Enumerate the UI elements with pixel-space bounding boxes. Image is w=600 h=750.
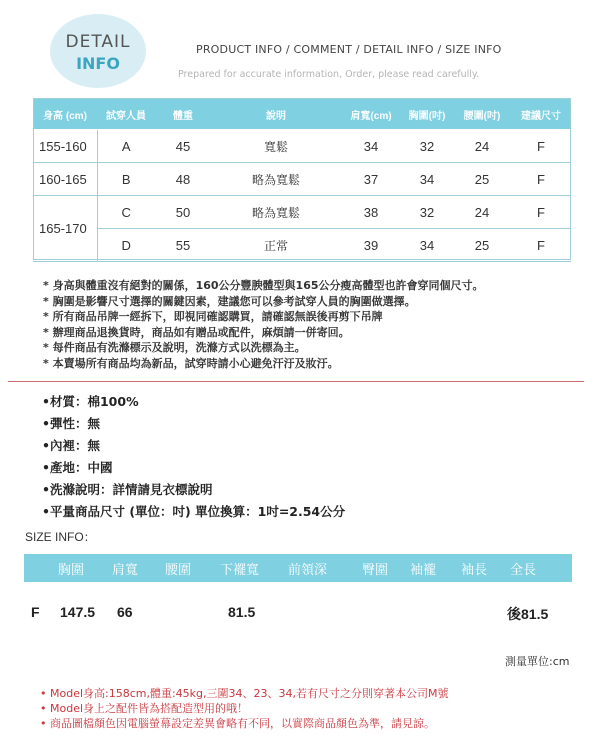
detail-info-badge [50,14,146,88]
note-line: * 每件商品有洗滌標示及說明，洗滌方式以洗標為主。 [43,341,306,354]
col-shoulder: 肩寬(cm) [341,99,401,130]
note-line: * 辦理商品退換貨時，商品如有贈品或配件，麻煩請一併寄回。 [43,325,350,339]
cell-size: F [511,196,571,229]
cell-range: 155-160 [33,130,97,163]
cell-waist: 24 [453,196,511,229]
size-col-hip: 臀圍 [362,563,389,578]
section-divider [8,381,584,382]
cell-waist: 24 [453,130,511,163]
size-info-label: SIZE INFO： [25,530,96,544]
cell-weight: 55 [155,229,211,262]
col-model: 試穿人員 [97,99,155,130]
size-row-size: F [31,604,40,620]
cell-chest: 34 [401,163,453,196]
col-desc: 說明 [211,99,341,130]
size-col-chest: 胸圍 [58,563,85,578]
table-row [33,130,571,163]
table-row [33,196,571,229]
note-line: * 本賣場所有商品均為新品，試穿時請小心避免汗汙及妝汙。 [43,356,339,370]
cell-size: F [511,163,571,196]
size-col-length: 全長 [510,563,537,578]
cell-shoulder: 39 [341,229,401,262]
size-row-length: 後81.5 [507,606,549,622]
spec-measure-unit: •平量商品尺寸 (單位：吋) 單位換算：1吋=2.54公分 [42,504,346,519]
cell-model: C [97,196,155,229]
cell-model: D [97,229,155,262]
cell-chest: 34 [401,229,453,262]
cell-desc: 略為寬鬆 [211,163,341,196]
col-chest: 胸圍(吋) [401,99,453,130]
measure-unit: 測量單位:cm [505,655,570,668]
table-row [33,163,571,196]
cell-weight: 48 [155,163,211,196]
badge-info-text: INFO [76,54,120,73]
cell-waist: 25 [453,163,511,196]
footnote-line: • Model身高:158cm,體重:45kg,三圍34、23、34,若有尺寸之分則穿著本公司M號 [40,687,449,700]
cell-chest: 32 [401,196,453,229]
note-line: * 所有商品吊牌一經拆下，即視同確認購買，請確認無誤後再剪下吊牌 [43,310,383,323]
cell-desc: 正常 [211,229,341,262]
footnote-line: • 商品圖檔顏色因電腦螢幕設定差異會略有不同，以實際商品顏色為準，請見諒。 [40,717,435,730]
cell-range: 165-170 [33,196,97,262]
cell-desc: 寬鬆 [211,130,341,163]
cell-weight: 45 [155,130,211,163]
size-col-armhole: 袖襱 [410,563,437,578]
badge-detail-text: DETAIL [65,32,131,52]
cell-shoulder: 37 [341,163,401,196]
product-specs [42,391,345,523]
size-row-shoulder: 66 [117,604,133,620]
table-row [33,229,571,262]
note-line: * 胸圍是影響尺寸選擇的關鍵因素，建議您可以參考試穿人員的胸圍做選擇。 [43,294,416,308]
footnote-line: • Model身上之配件皆為搭配造型用的哦！ [40,702,249,715]
cell-desc: 略為寬鬆 [211,196,341,229]
cell-weight: 50 [155,196,211,229]
cell-shoulder: 34 [341,130,401,163]
cell-range: 160-165 [33,163,97,196]
col-size: 建議尺寸 [511,99,571,130]
cell-size: F [511,130,571,163]
header-subtitle: Prepared for accurate information, Order, please read carefully. [178,69,480,80]
spec-lining: •內裡：無 [42,438,100,453]
note-line: * 身高與體重沒有絕對的關係，160公分豐腴體型與165公分瘦高體型也許會穿同個尺寸。 [43,279,484,292]
size-col-sleeve: 袖長 [461,563,488,578]
cell-chest: 32 [401,130,453,163]
cell-waist: 25 [453,229,511,262]
footnotes [40,686,449,731]
col-waist: 腰圍(吋) [453,99,511,130]
fit-table-header [33,99,571,130]
cell-model: B [97,163,155,196]
col-weight: 體重 [155,99,211,130]
size-info-header [24,554,572,582]
fit-notes [43,278,484,371]
size-col-shoulder: 肩寬 [112,563,139,578]
spec-origin: •產地：中國 [42,460,113,475]
cell-model: A [97,130,155,163]
spec-material: •材質：棉100% [42,394,139,409]
fit-table [33,98,571,262]
cell-size: F [511,229,571,262]
header-title: PRODUCT INFO / COMMENT / DETAIL INFO / SIZE INFO [196,43,502,56]
size-row-chest: 147.5 [60,604,96,620]
size-col-neck-depth: 前領深 [288,563,328,578]
size-col-hem: 下襬寬 [220,563,260,578]
spec-elasticity: •彈性：無 [42,416,100,431]
cell-shoulder: 38 [341,196,401,229]
size-row-hem: 81.5 [228,604,256,620]
col-height: 身高 (cm) [33,99,97,130]
size-col-waist: 腰圍 [165,563,192,578]
spec-washing: •洗滌說明：詳情請見衣標說明 [42,482,213,497]
